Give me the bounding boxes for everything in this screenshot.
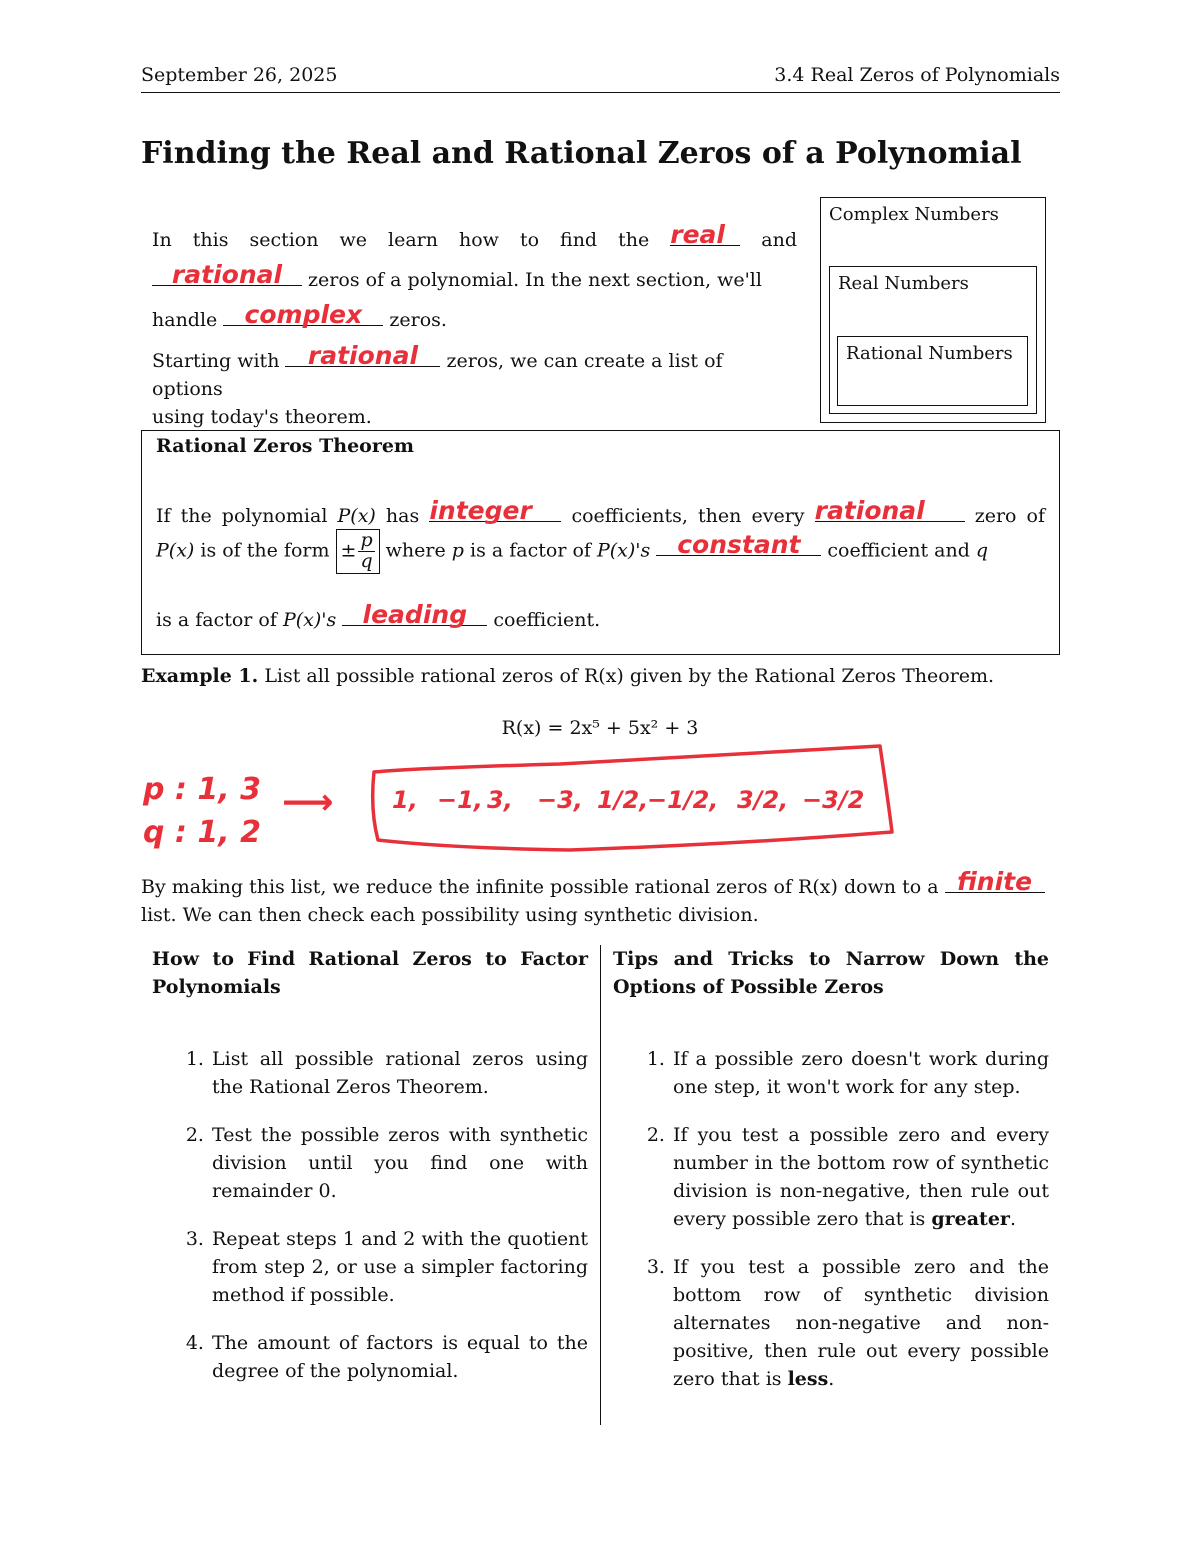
list-item: 2. If you test a possible zero and every number in the bottom row of synthetic division is non-negative, then rule out every possible zero that is greater. <box>671 1121 1049 1233</box>
rational-numbers-box: Rational Numbers <box>837 336 1028 406</box>
left-column-heading: How to Find Rational Zeros to Factor Polynomials <box>152 948 588 998</box>
right-tips-list <box>613 1045 1049 1393</box>
handwritten-q-list: q : 1, 2 <box>143 815 261 850</box>
right-column <box>613 945 1049 1413</box>
left-steps-list <box>152 1045 588 1385</box>
candidate-value: −1, <box>437 786 483 814</box>
candidate-value: −3, <box>537 786 583 814</box>
blank-rational-1: rational <box>152 261 302 286</box>
blank-complex: complex <box>223 301 383 326</box>
column-divider <box>600 945 601 1425</box>
header-date: September 26, 2025 <box>141 64 338 86</box>
candidate-value: 3, <box>487 786 513 814</box>
header-section: 3.4 Real Zeros of Polynomials <box>774 64 1060 86</box>
example-equation: R(x) = 2x⁵ + 5x² + 3 <box>501 717 699 739</box>
complex-numbers-box: Complex Numbers <box>820 197 1046 423</box>
theorem-heading: Rational Zeros Theorem <box>156 435 415 457</box>
list-item: 1. If a possible zero doesn't work during one step, it won't work for any step. <box>671 1045 1049 1101</box>
theorem-line-3: is a factor of P(x)'s leading coefficient. <box>156 600 601 631</box>
list-item: 1. List all possible rational zeros using the Rational Zeros Theorem. <box>210 1045 588 1101</box>
example-1: Example 1. List all possible rational zeros of R(x) given by the Rational Zeros Theorem. <box>141 665 995 687</box>
blank-integer: integer <box>429 497 561 522</box>
candidate-value: 1, <box>392 786 418 814</box>
header-rule <box>141 92 1060 93</box>
page-title: Finding the Real and Rational Zeros of a Polynomial <box>141 136 1022 171</box>
real-numbers-box: Real Numbers <box>829 266 1037 414</box>
blank-finite: finite <box>945 868 1045 893</box>
blank-constant: constant <box>656 531 821 556</box>
theorem-line-2: P(x) is of the form ± $\frac{p}{q}$ where p is a factor of P(x)'s constant coefficient and q <box>156 529 989 572</box>
list-item: 4. The amount of factors is equal to the degree of the polynomial. <box>210 1329 588 1385</box>
candidate-value: −3/2 <box>802 786 865 814</box>
candidate-value: −1/2, <box>647 786 719 814</box>
blank-real: real <box>670 221 740 246</box>
list-item: 3. If you test a possible zero and the bottom row of synthetic division alternates non-negative and non-positive, then rule out every possible zero that is less. <box>671 1253 1049 1393</box>
list-item: 2. Test the possible zeros with synthetic division until you find one with remainder 0. <box>210 1121 588 1205</box>
p-over-q-formula: ± $\frac{p}{q}$ <box>336 529 380 574</box>
list-item: 3. Repeat steps 1 and 2 with the quotient from step 2, or use a simpler factoring method if possible. <box>210 1225 588 1309</box>
candidate-value: 3/2, <box>737 786 789 814</box>
blank-rational-theorem: rational <box>815 497 965 522</box>
blank-leading: leading <box>342 601 487 626</box>
handwritten-candidates <box>392 786 865 830</box>
blank-rational-2: rational <box>285 342 440 367</box>
example-conclusion: By making this list, we reduce the infinite possible rational zeros of R(x) down to a finite list. We can then check each possibility using synthetic division. <box>141 868 1060 929</box>
handwritten-arrow: ⟶ <box>282 782 334 823</box>
candidate-value: 1/2, <box>597 786 649 814</box>
right-column-heading: Tips and Tricks to Narrow Down the Options of Possible Zeros <box>613 948 1049 998</box>
theorem-box <box>141 430 1060 655</box>
handwritten-p-list: p : 1, 3 <box>143 772 261 807</box>
theorem-line-1: If the polynomial P(x) has integer coefficients, then every rational zero of <box>156 496 1046 527</box>
intro-paragraph: In this section we learn how to find the real and rational zeros of a polynomial. In the next section, we'll handle complex zeros. Starting with rational zeros, we can create a list of options using today's theorem. <box>152 220 797 428</box>
left-column <box>152 945 588 1405</box>
